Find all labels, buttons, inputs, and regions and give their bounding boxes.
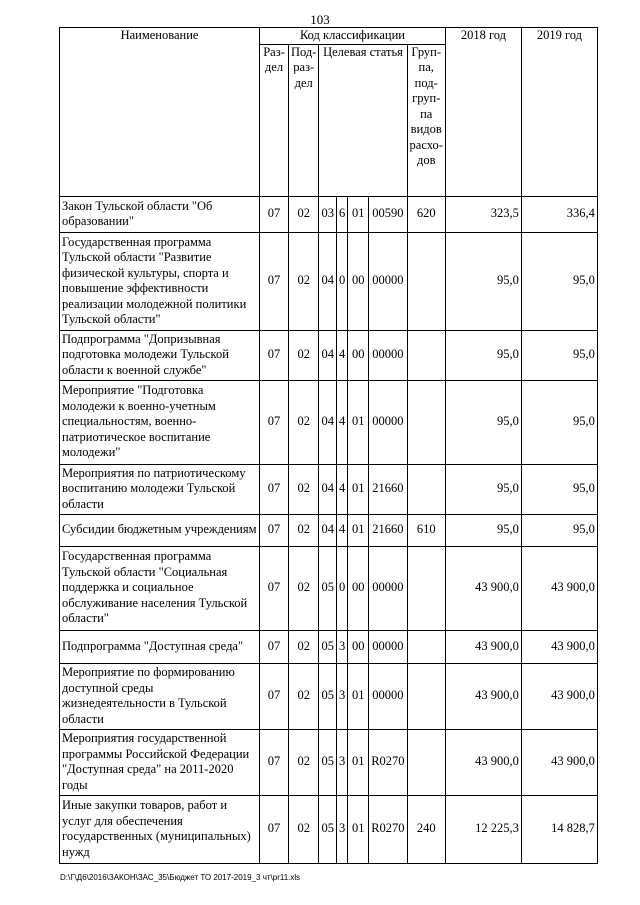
row-target-subprogram: 0 [336,232,347,330]
row-amount-2019: 95,0 [521,232,597,330]
row-target-program: 05 [319,729,337,795]
row-subsection: 02 [289,380,319,464]
row-amount-2018: 95,0 [445,464,521,514]
row-target-subprogram: 4 [336,514,347,546]
row-target-direction: 21660 [369,514,407,546]
row-amount-2018: 43 900,0 [445,630,521,663]
row-name: Мероприятия по патриотическому воспитанию молодежи Тульской области [60,464,260,514]
table-row [60,663,598,729]
row-expense-group [407,380,445,464]
row-target-direction: 00000 [369,330,407,380]
header-2019: 2019 год [521,28,597,197]
row-target-direction: R0270 [369,729,407,795]
row-target-subprogram: 4 [336,464,347,514]
row-subsection: 02 [289,196,319,232]
row-subsection: 02 [289,663,319,729]
row-target-program: 03 [319,196,337,232]
header-subsection: Под- раз- дел [289,44,319,196]
row-target-direction: 00000 [369,546,407,630]
row-target-event: 01 [348,196,369,232]
row-target-subprogram: 0 [336,546,347,630]
row-expense-group [407,546,445,630]
row-expense-group [407,232,445,330]
row-expense-group [407,663,445,729]
row-target-program: 05 [319,630,337,663]
row-target-program: 04 [319,232,337,330]
header-target-item: Целевая статья [319,44,407,196]
row-target-direction: 21660 [369,464,407,514]
row-subsection: 02 [289,232,319,330]
row-amount-2019: 43 900,0 [521,729,597,795]
row-amount-2019: 43 900,0 [521,546,597,630]
row-target-direction: R0270 [369,795,407,863]
row-amount-2019: 95,0 [521,380,597,464]
row-target-subprogram: 3 [336,795,347,863]
row-target-event: 00 [348,330,369,380]
row-name: Государственная программа Тульской области "Социальная поддержка и социальное обслуживание населения Тульской области" [60,546,260,630]
row-target-program: 04 [319,464,337,514]
table-header [60,28,598,197]
row-name: Субсидии бюджетным учреждениям [60,514,260,546]
header-group: Груп- па, под- груп- па видов расхо- дов [407,44,445,196]
row-name: Мероприятия государственной программы Российской Федерации "Доступная среда" на 2011-2020 годы [60,729,260,795]
row-name: Мероприятие "Подготовка молодежи к военно-учетным специальностям, военно-патриотическое воспитание молодежи" [60,380,260,464]
row-target-subprogram: 6 [336,196,347,232]
row-target-event: 01 [348,729,369,795]
row-section: 07 [260,380,289,464]
row-target-subprogram: 4 [336,380,347,464]
row-section: 07 [260,196,289,232]
row-section: 07 [260,729,289,795]
row-expense-group [407,630,445,663]
table-row [60,464,598,514]
table-row [60,380,598,464]
row-target-direction: 00000 [369,630,407,663]
row-target-subprogram: 4 [336,330,347,380]
row-target-event: 00 [348,546,369,630]
row-amount-2018: 95,0 [445,380,521,464]
row-section: 07 [260,630,289,663]
row-name: Подпрограмма "Допризывная подготовка молодежи Тульской области к военной службе" [60,330,260,380]
row-amount-2019: 43 900,0 [521,663,597,729]
row-name: Закон Тульской области "Об образовании" [60,196,260,232]
row-expense-group: 240 [407,795,445,863]
row-name: Мероприятие по формированию доступной среды жизнедеятельности в Тульской области [60,663,260,729]
table-row [60,330,598,380]
row-target-program: 04 [319,330,337,380]
row-target-program: 05 [319,795,337,863]
row-target-direction: 00000 [369,232,407,330]
row-subsection: 02 [289,546,319,630]
row-expense-group [407,729,445,795]
row-section: 07 [260,330,289,380]
row-amount-2018: 323,5 [445,196,521,232]
row-name: Иные закупки товаров, работ и услуг для обеспечения государственных (муниципальных) нужд [60,795,260,863]
budget-table [59,27,598,864]
row-expense-group: 620 [407,196,445,232]
row-target-program: 04 [319,514,337,546]
row-subsection: 02 [289,630,319,663]
table-row [60,514,598,546]
row-amount-2018: 95,0 [445,330,521,380]
row-subsection: 02 [289,464,319,514]
row-target-event: 01 [348,795,369,863]
row-section: 07 [260,546,289,630]
header-code: Код классификации [260,28,446,45]
row-target-direction: 00590 [369,196,407,232]
table-body [60,196,598,863]
header-section: Раз- дел [260,44,289,196]
row-target-direction: 00000 [369,663,407,729]
file-path-footer: D:\Г\Д6\2016\ЗАКОН\ЗАС_35\Бюджет ТО 2017-2019_3 чт\pr11.xls [60,873,301,882]
row-target-subprogram: 3 [336,729,347,795]
row-target-subprogram: 3 [336,663,347,729]
row-subsection: 02 [289,514,319,546]
row-subsection: 02 [289,729,319,795]
row-target-program: 05 [319,546,337,630]
row-amount-2019: 14 828,7 [521,795,597,863]
row-amount-2018: 12 225,3 [445,795,521,863]
row-expense-group [407,330,445,380]
row-expense-group [407,464,445,514]
table-row [60,232,598,330]
row-amount-2018: 95,0 [445,514,521,546]
row-target-event: 00 [348,630,369,663]
row-target-program: 05 [319,663,337,729]
row-name: Подпрограмма "Доступная среда" [60,630,260,663]
table-row [60,546,598,630]
row-section: 07 [260,464,289,514]
row-expense-group: 610 [407,514,445,546]
row-target-event: 01 [348,380,369,464]
table-row [60,196,598,232]
row-target-event: 01 [348,514,369,546]
header-name: Наименование [60,28,260,197]
header-2018: 2018 год [445,28,521,197]
row-section: 07 [260,514,289,546]
row-amount-2018: 95,0 [445,232,521,330]
row-amount-2019: 95,0 [521,330,597,380]
row-amount-2019: 336,4 [521,196,597,232]
row-subsection: 02 [289,795,319,863]
row-amount-2019: 43 900,0 [521,630,597,663]
row-target-program: 04 [319,380,337,464]
row-amount-2018: 43 900,0 [445,729,521,795]
row-amount-2019: 95,0 [521,514,597,546]
row-amount-2019: 95,0 [521,464,597,514]
row-target-event: 01 [348,464,369,514]
row-section: 07 [260,663,289,729]
row-section: 07 [260,232,289,330]
table-row [60,729,598,795]
page-number: 103 [310,12,330,27]
row-target-direction: 00000 [369,380,407,464]
row-section: 07 [260,795,289,863]
row-subsection: 02 [289,330,319,380]
row-amount-2018: 43 900,0 [445,663,521,729]
row-target-subprogram: 3 [336,630,347,663]
row-target-event: 00 [348,232,369,330]
table-row [60,795,598,863]
row-amount-2018: 43 900,0 [445,546,521,630]
row-name: Государственная программа Тульской области "Развитие физической культуры, спорта и повышение эффективности реализации молодежной политики Тульской области" [60,232,260,330]
table-row [60,630,598,663]
row-target-event: 01 [348,663,369,729]
